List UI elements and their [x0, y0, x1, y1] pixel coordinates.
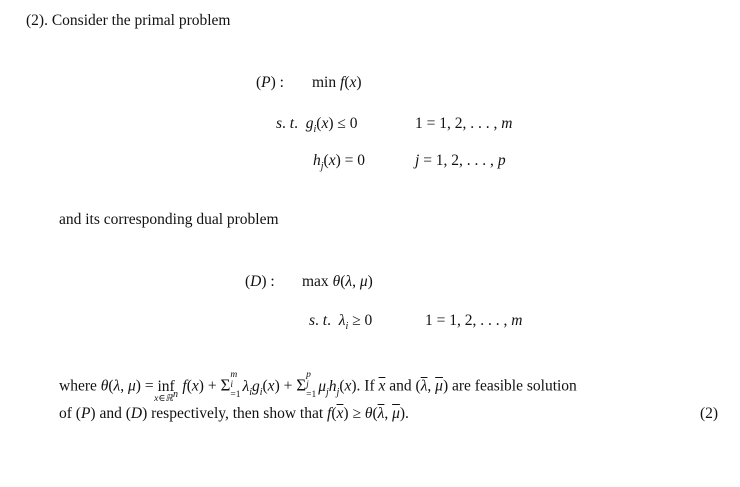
primal-objective: min f(x)	[312, 74, 362, 91]
dual-label: (D) :	[245, 273, 275, 290]
dual-constraint-1-range: 1 = 1, 2, . . . , m	[425, 312, 523, 329]
primal-constraint-1-range: 1 = 1, 2, . . . , m	[415, 115, 513, 132]
primal-label: (P) :	[256, 74, 284, 91]
primal-constraint-1: s. t. $g_i(x) \le 0$	[276, 115, 358, 136]
dual-objective: max θ(λ, μ)	[302, 273, 373, 290]
primal-constraint-2: $h_j(x) = 0$	[313, 152, 365, 173]
problem-heading: (2). Consider the primal problem	[26, 12, 231, 29]
dual-intro: and its corresponding dual problem	[59, 211, 279, 228]
statement-line-2: of (P) and (D) respectively, then show that $f(\overline{x}) \ge \theta(\overline{\lambda}$, $\overline{\mu}$).	[59, 405, 409, 422]
primal-constraint-2-range: j = 1, 2, . . . , p	[415, 152, 506, 169]
equation-number: (2)	[700, 405, 719, 422]
statement-line-1: where θ(λ, μ) = inf x∈ℝ$^n$ f(x) + Σ m i =1 $\lambda_ig_i(x) + \Sigma$ p j =1 $\mu_jh_j(x)$. If $\overline{x}$ and ($\overline{\lambda}$, $\overline{\mu}$) are feasible solution	[59, 370, 577, 404]
dual-constraint-1: s. t. $\lambda_i \ge 0$	[309, 312, 373, 333]
